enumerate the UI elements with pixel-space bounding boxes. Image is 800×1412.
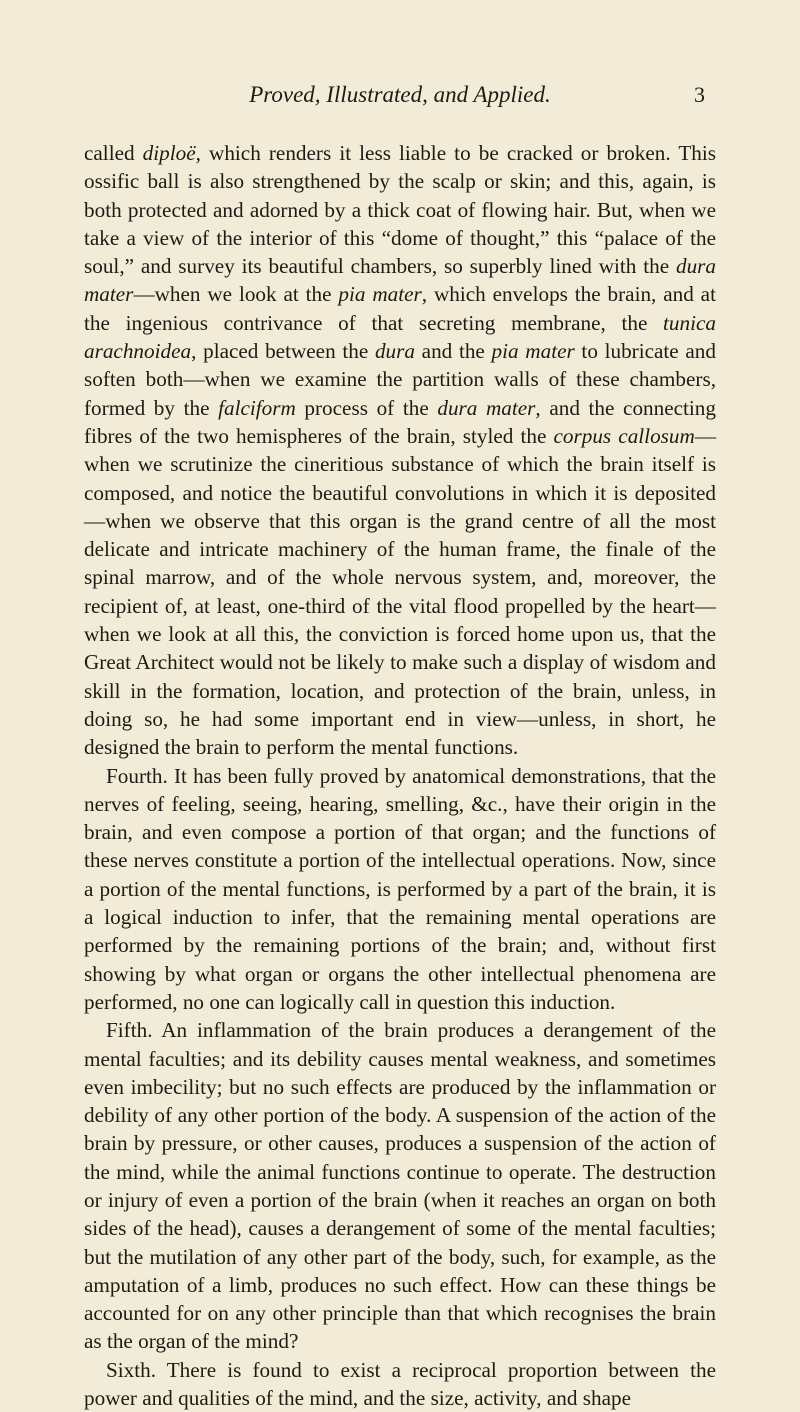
latin-term: diploë: [142, 141, 196, 165]
latin-term: pia mater: [491, 339, 575, 364]
text-run: , placed between the: [191, 339, 375, 364]
latin-term: dura mater: [437, 395, 536, 420]
paragraph-sixth: Sixth. There is found to exist a reciprocal proportion between the power and qualities of the mind, and the size, activity, and shape: [84, 1357, 716, 1411]
text-run: , which envelops the brain, and at the ingenious contrivance of that secreting membrane, the: [84, 282, 716, 335]
text-run: and the: [414, 339, 492, 364]
page-number: 3: [694, 82, 705, 107]
running-head: Proved, Illustrated, and Applied.: [249, 82, 551, 107]
text-run: , which renders it less liable to be cracked or broken. This ossific ball is also strengthened by the scalp or skin; and this, again, is both protected and adorned by a thick coat of flowing hair. But, when we take a view of the interior of this “dome of thought,” this “palace of the soul,” and survey its beautiful chambers, so superbly lined with the: [84, 141, 716, 279]
latin-term: tunica arachnoidea: [84, 310, 716, 364]
latin-term: pia mater: [338, 282, 422, 307]
page-body: [84, 139, 716, 1412]
text-run: —when we scrutinize the cineritious substance of which the brain itself is composed, and notice the beautiful convolutions in which it is deposited—when we observe that this organ is the grand centre of all the most delicate and intricate machinery of the human frame, the finale of the spinal marrow, and of the whole nervous system, and, moreover, the recipient of, at least, one-third of the vital flood propelled by the heart—when we look at all this, the conviction is forced home upon us, that the Great Architect would not be likely to make such a display of wisdom and skill in the formation, location, and protection of the brain, unless, in doing so, he had some important end in view—unless, in short, he designed the brain to perform the mental functions.: [84, 423, 716, 760]
latin-term: falciform: [218, 395, 296, 420]
paragraph-fifth: Fifth. An inflammation of the brain produces a derangement of the mental faculties; and its debility causes mental weakness, and sometimes even imbecility; but no such effects are produced by the inflammation or debility of any other portion of the body. A suspension of the action of the brain by pressure, or other causes, produces a suspension of the action of the mind, while the animal functions continue to operate. The destruction or injury of even a portion of the brain (when it reaches an organ on both sides of the head), causes a derangement of some of the mental faculties; but the mutilation of any other part of the body, such, for example, as the amputation of a limb, produces no such effect. How can these things be accounted for on any other principle than that which recognises the brain as the organ of the mind?: [84, 1018, 716, 1354]
paragraph-1: [84, 139, 716, 762]
latin-term: corpus callosum: [553, 423, 695, 448]
text-run: —when we look at the: [133, 282, 339, 307]
latin-term: dura: [374, 339, 415, 364]
page-header: [0, 82, 800, 116]
text-run: process of the: [295, 395, 438, 420]
text-run: called: [84, 141, 143, 165]
latin-term: dura mater: [84, 254, 716, 307]
paragraph-fourth: Fourth. It has been fully proved by anatomical demonstrations, that the nerves of feeling, seeing, hearing, smelling, &c., have their origin in the brain, and even compose a portion of that organ; and the functions of these nerves constitute a portion of the intellectual operations. Now, since a portion of the mental functions, is performed by a part of the brain, it is a logical induction to infer, that the remaining mental operations are performed by the remaining portions of the brain; and, without first showing by what organ or organs the other intellectual phenomena are performed, no one can logically call in question this induction.: [84, 763, 716, 1014]
text-run: to lubricate and soften both—when we examine the partition walls of these chambers, formed by the: [84, 339, 716, 420]
text-run: , and the connecting fibres of the two hemispheres of the brain, styled the: [84, 395, 716, 448]
